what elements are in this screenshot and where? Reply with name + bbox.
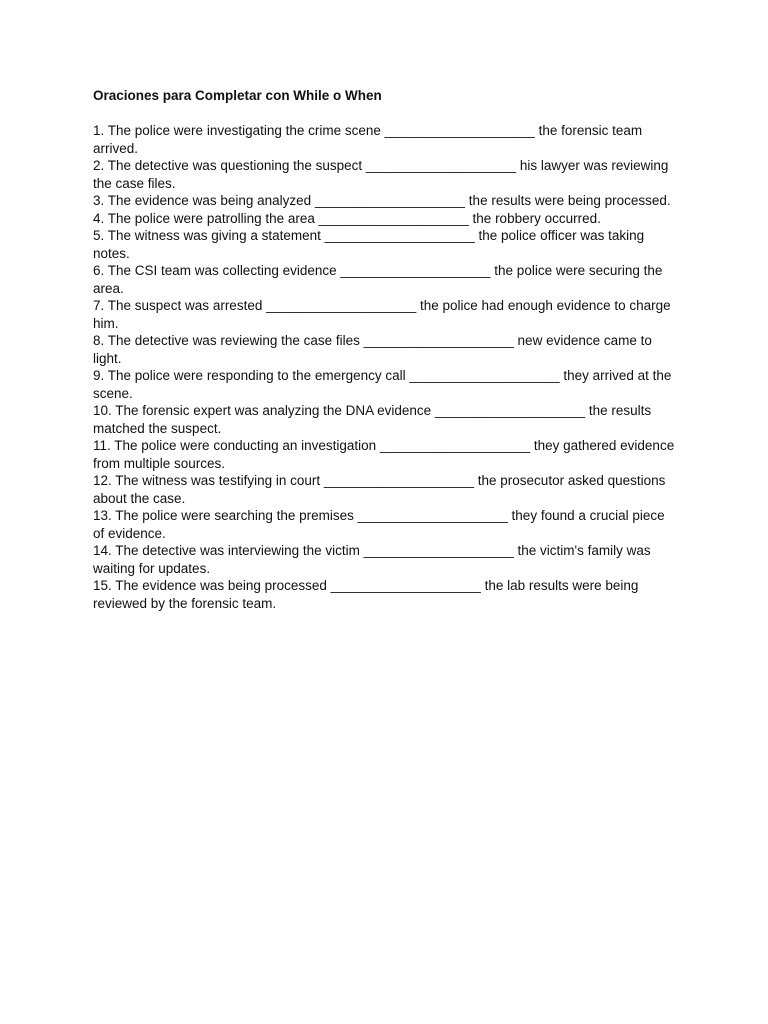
sentence-item: 10. The forensic expert was analyzing the DNA evidence ____________________ the results matched the suspect. [93,403,652,436]
sentence-item: 6. The CSI team was collecting evidence ____________________ the police were securing the area. [93,263,663,296]
sentence-item: 13. The police were searching the premises ____________________ they found a crucial piece of evidence. [93,508,665,541]
sentence-item: 1. The police were investigating the crime scene ____________________ the forensic team arrived. [93,123,643,156]
document-title: Oraciones para Completar con While o When [93,88,382,103]
sentence-item: 4. The police were patrolling the area ____________________ the robbery occurred. [93,210,601,226]
sentence-item: 11. The police were conducting an investigation ____________________ they gathered evidence from multiple sources. [93,438,675,471]
sentence-item: 2. The detective was questioning the suspect ____________________ his lawyer was reviewing the case files. [93,158,669,191]
sentence-list [93,122,678,612]
sentence-item: 5. The witness was giving a statement ____________________ the police officer was taking notes. [93,228,645,261]
sentence-item: 12. The witness was testifying in court ____________________ the prosecutor asked questions about the case. [93,473,666,506]
sentence-item: 7. The suspect was arrested ____________________ the police had enough evidence to charge him. [93,298,671,331]
sentence-item: 15. The evidence was being processed ____________________ the lab results were being reviewed by the forensic team. [93,578,639,611]
sentence-item: 9. The police were responding to the emergency call ____________________ they arrived at the scene. [93,368,672,401]
sentence-item: 8. The detective was reviewing the case files ____________________ new evidence came to light. [93,333,652,366]
sentence-item: 14. The detective was interviewing the victim ____________________ the victim's family was waiting for updates. [93,543,651,576]
sentence-item: 3. The evidence was being analyzed ____________________ the results were being processed. [93,193,671,208]
